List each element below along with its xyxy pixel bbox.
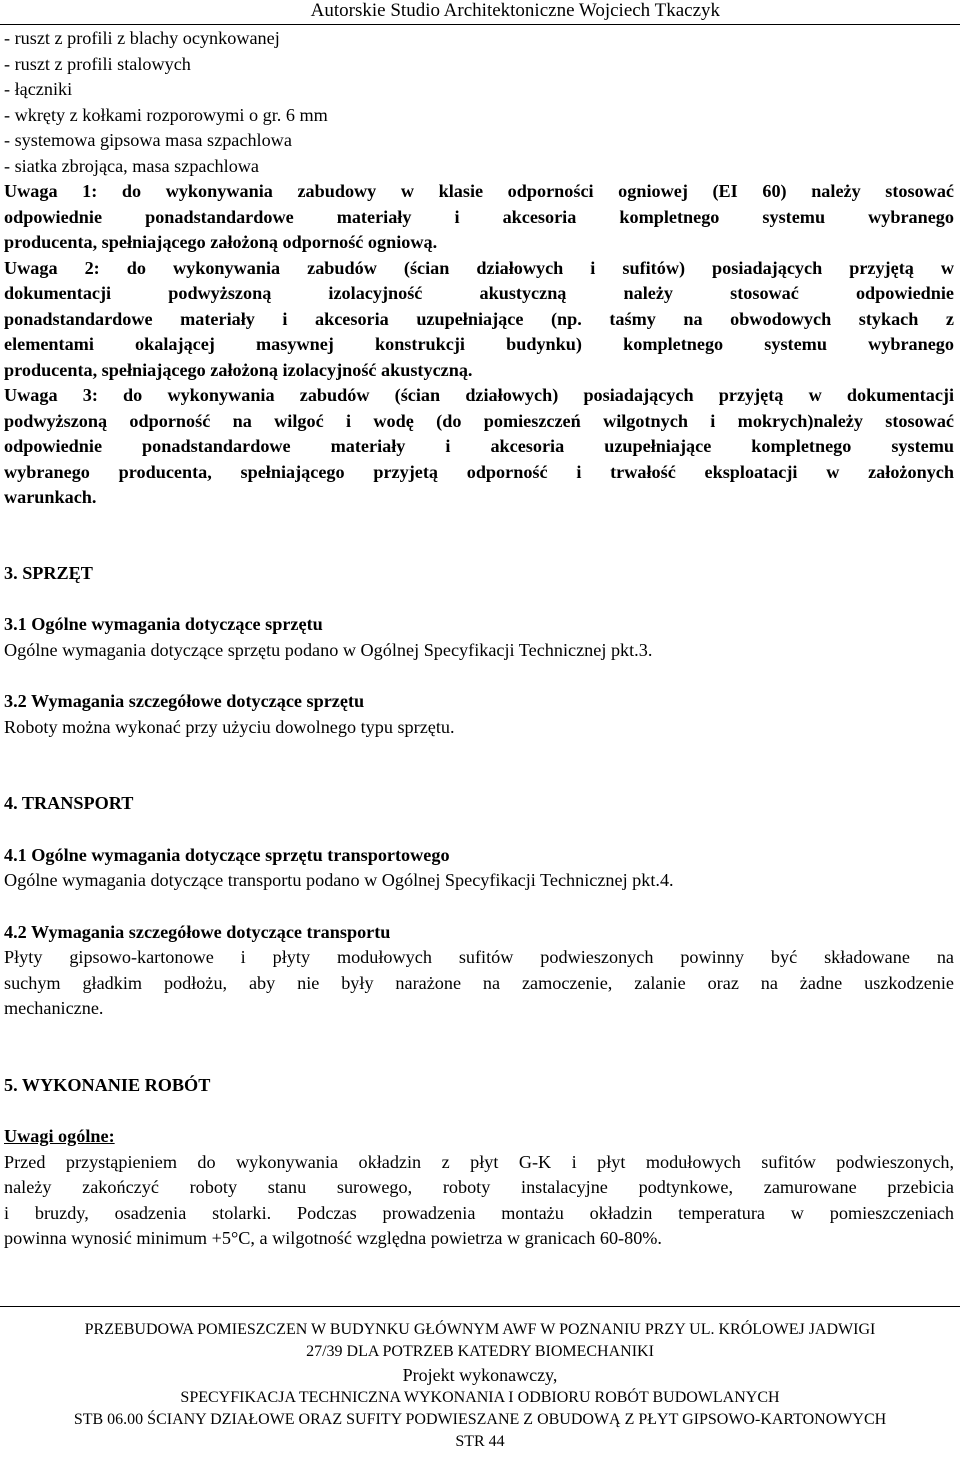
page-header [0, 0, 960, 26]
note-line: Uwaga 3: do wykonywania zabudów (ścian działowych) posiadających przyjętą w dokumentacji [4, 385, 954, 405]
paragraph-line: należy zakończyć roboty stanu surowego, roboty instalacyjne podtynkowe, zamurowane przebicia [4, 1177, 954, 1197]
list-item: - siatka zbrojąca, masa szpachlowa [4, 155, 260, 176]
note-1 [4, 179, 954, 256]
section-5-title: 5. WYKONANIE ROBÓT [4, 1074, 211, 1095]
footer-page-number: STR 44 [455, 1433, 505, 1450]
note-line: warunkach. [4, 487, 97, 507]
paragraph-line: Płyty gipsowo-kartonowe i płyty modułowych sufitów podwieszonych powinny być składowane na [4, 947, 954, 967]
section-3-2-title: 3.2 Wymagania szczegółowe dotyczące sprzętu [4, 691, 365, 711]
footer-project-line-1: PRZEBUDOWA POMIESZCZEN W BUDYNKU GŁÓWNYM AWF W POZNANIU PRZY UL. KRÓLOWEJ JADWIGI [84, 1321, 876, 1338]
note-line: ponadstandardowe materiały i akcesoria uzupełniające (np. taśmy na obwodowych stykach z [4, 308, 954, 329]
list-item: - wkręty z kołkami rozporowymi o gr. 6 mm [4, 104, 328, 125]
section-3-1-title: 3.1 Ogólne wymagania dotyczące sprzętu [4, 614, 323, 634]
paragraph-line: i bruzdy, osadzenia stolarki. Podczas prowadzenia montażu okładzin temperatura w pomieszczeniach [4, 1202, 954, 1223]
document-body [4, 26, 954, 1252]
section-3-2-text: Roboty można wykonać przy użyciu dowolnego typu sprzętu. [4, 716, 455, 737]
list-item: - ruszt z profili z blachy ocynkowanej [4, 28, 280, 48]
note-3 [4, 383, 954, 511]
footer-spec-code: STB 06.00 ŚCIANY DZIAŁOWE ORAZ SUFITY PODWIESZANE Z OBUDOWĄ Z PŁYT GIPSOWO-KARTONOWYCH [73, 1411, 887, 1428]
materials-list [4, 26, 954, 179]
paragraph-line: Przed przystąpieniem do wykonywania okładzin z płyt G-K i płyt modułowych sufitów podwieszonych, [4, 1151, 954, 1172]
note-line: producenta, spełniającego założoną odporność ogniową. [4, 232, 438, 252]
note-line: odpowiednie ponadstandardowe materiały i akcesoria kompletnego systemu wybranego [4, 206, 954, 227]
paragraph-line: mechaniczne. [4, 998, 104, 1018]
paragraph-line: suchym gładkim podłożu, aby nie były narażone na zamoczenie, zalanie oraz na żadne uszkodzenie [4, 972, 954, 993]
note-line: podwyższoną odporność na wilgoć i wodę (do pomieszczeń wilgotnych i mokrych)należy stosować [4, 410, 954, 431]
section-4-2-title: 4.2 Wymagania szczegółowe dotyczące transportu [4, 921, 391, 942]
note-line: elementami okalającej masywnej konstrukcji budynku) kompletnego systemu wybranego [4, 334, 954, 354]
footer-project-type: Projekt wykonawczy, [402, 1365, 558, 1385]
list-item: - ruszt z profili stalowych [4, 53, 191, 74]
list-item: - łączniki [4, 79, 73, 99]
section-3-1-text: Ogólne wymagania dotyczące sprzętu podano w Ogólnej Specyfikacji Technicznej pkt.3. [4, 639, 653, 660]
note-line: odpowiednie ponadstandardowe materiały i akcesoria uzupełniające kompletnego systemu [4, 436, 954, 456]
section-4-title: 4. TRANSPORT [4, 793, 134, 813]
header-author: Autorskie Studio Architektoniczne Wojciech Tkaczyk [310, 0, 720, 21]
footer-spec-title: SPECYFIKACJA TECHNICZNA WYKONANIA I ODBIORU ROBÓT BUDOWLANYCH [180, 1389, 780, 1406]
header-rule [0, 24, 960, 25]
page-footer [0, 1306, 960, 1453]
section-3-title: 3. SPRZĘT [4, 562, 93, 583]
section-5-text [4, 1150, 954, 1252]
note-line: wybranego producenta, spełniającego przyjetą odporność i trwałość eksploatacji w założonych [4, 461, 954, 482]
note-line: Uwaga 1: do wykonywania zabudowy w klasie odporności ogniowej (EI 60) należy stosować [4, 181, 954, 201]
footer-project-line-2: 27/39 DLA POTRZEB KATEDRY BIOMECHANIKI [306, 1343, 654, 1360]
section-4-1-text: Ogólne wymagania dotyczące transportu podano w Ogólnej Specyfikacji Technicznej pkt.4. [4, 870, 674, 890]
note-line: dokumentacji podwyższoną izolacyjność akustyczną należy stosować odpowiednie [4, 283, 954, 303]
paragraph-line: powinna wynosić minimum +5°C, a wilgotność względna powietrza w granicach 60-80%. [4, 1228, 662, 1248]
note-line: producenta, spełniającego założoną izolacyjność akustyczną. [4, 359, 473, 380]
section-4-2-text [4, 945, 954, 1022]
note-2 [4, 256, 954, 384]
general-notes-title: Uwagi ogólne: [4, 1126, 115, 1146]
list-item: - systemowa gipsowa masa szpachlowa [4, 130, 292, 150]
note-line: Uwaga 2: do wykonywania zabudów (ścian działowych i sufitów) posiadających przyjętą w [4, 257, 954, 278]
section-4-1-title: 4.1 Ogólne wymagania dotyczące sprzętu transportowego [4, 844, 450, 865]
